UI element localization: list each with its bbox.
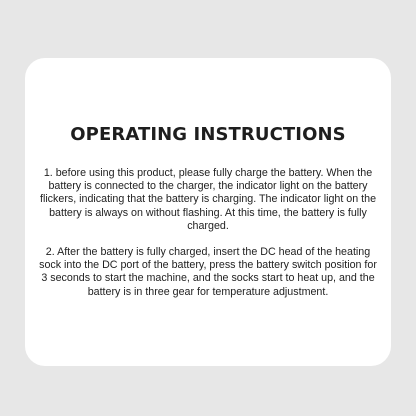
instruction-card [25,58,391,366]
instruction-paragraph-1: 1. before using this product, please fully charge the battery. When the battery is connected to the charger, the indicator light on the battery flickers, indicating that the battery is charging. The indicator light on the battery is always on without flashing. At this time, the battery is fully charged. [39,167,377,232]
page-title: OPERATING INSTRUCTIONS [70,124,346,145]
instruction-paragraph-2: 2. After the battery is fully charged, insert the DC head of the heating sock into the DC port of the battery, press the battery switch position for 3 seconds to start the machine, and the socks start to heat up, and the battery is in three gear for temperature adjustment. [39,246,377,298]
